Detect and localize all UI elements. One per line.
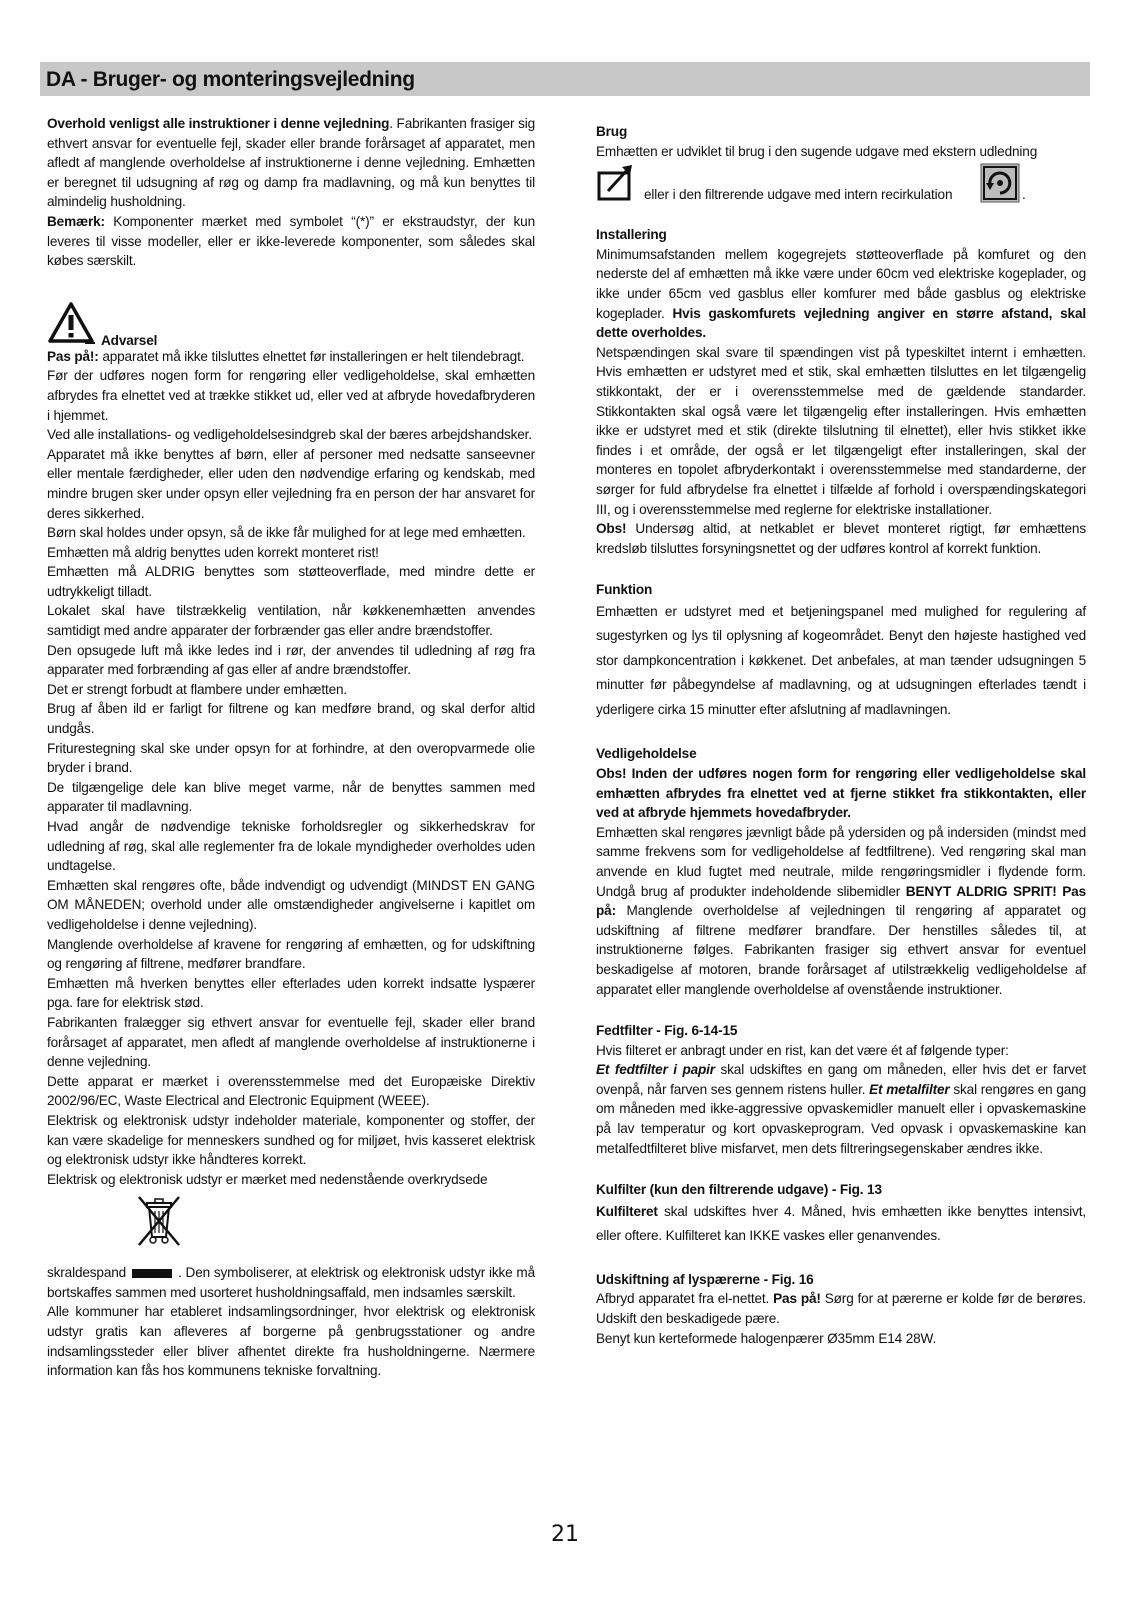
left-paragraph: Fabrikanten fralægger sig ethvert ansvar for eventuelle fejl, skader eller brand forårsaget af apparatet, men afledt af manglende overholdelse af instruktionerne i denne vejledning.	[47, 1014, 535, 1070]
left-paragraph: Den opsugede luft må ikke ledes ind i rør, der anvendes til udledning af røg fra apparater med forbrænding af gas eller af andre brændstoffer.	[47, 642, 535, 678]
page-number: 21	[551, 1522, 579, 1547]
spacer	[596, 999, 1086, 1021]
left-paragraph: Emhætten må ALDRIG benyttes som støtteoverflade, med mindre dette er udtrykkeligt tilladt.	[47, 564, 535, 599]
lys-text2: Sørg for at pærerne er kolde før de berøres. Udskift den beskadigede pære.	[596, 1291, 1086, 1327]
left-paragraph: Børn skal holdes under opsyn, så de ikke får mulighed for at lege med emhætten.	[47, 525, 526, 541]
vedligeholdelse-text	[596, 823, 1086, 999]
fedtfilter-text2	[596, 1060, 1086, 1158]
left-paragraph: Ved alle installations- og vedligeholdelsesindgreb skal der bæres arbejdshandsker.	[47, 427, 532, 443]
brug-dot: .	[1022, 187, 1026, 203]
left-paragraph: Brug af åben ild er farligt for filtrene og kan medføre brand, og skal derfor altid undgås.	[47, 701, 535, 737]
left-paragraph: Emhætten må aldrig benyttes uden korrekt monteret rist!	[47, 544, 379, 560]
note-paragraph	[47, 212, 535, 271]
left-paragraph: Lokalet skal have tilstrækkelig ventilation, når køkkenemhætten anvendes samtidigt med andre apparater der forbrænder gas eller andre brændstoffer.	[47, 603, 535, 639]
warn-bold: Pas på!:	[47, 348, 99, 364]
inst-bold: Hvis gaskomfurets vejledning angiver en større afstand, skal dette overholdes.	[596, 305, 1086, 341]
lys-bold: Pas på!	[773, 1291, 821, 1307]
warning-block	[47, 301, 535, 347]
left-paragraph: Hvad angår de nødvendige tekniske forholdsregler og sikkerhedskrav for udledning af røg, skal alle reglementer fra de lokale myndigheder overholdes uden undtagelse.	[47, 819, 535, 874]
lys-text1: Afbryd apparatet fra el-nettet.	[596, 1291, 774, 1307]
vedl-bold2: BENYT ALDRIG SPRIT! Pas på:	[596, 883, 1086, 919]
warning-label: Advarsel	[101, 332, 158, 348]
brug-heading: Brug	[596, 124, 628, 139]
fedt-bi2: Et metalfilter	[869, 1081, 950, 1097]
left-column	[47, 114, 535, 1381]
vedl-bold: Obs! Inden der udføres nogen form for rengøring eller vedligeholdelse skal emhætten afbrydes fra elnettet ved at fjerne stikket fra stikkontakten, eller ved at afbryde hjemmets hovedafbryder.	[596, 765, 1086, 821]
lyspaerer-text	[596, 1289, 1086, 1328]
left-paragraph: Manglende overholdelse af kravene for rengøring af emhætten, og for udskiftning og rengøring af filtrene, medfører brandfare.	[47, 936, 535, 972]
left-paragraph: Før der udføres nogen form for rengøring eller vedligeholdelse, skal emhætten afbrydes fra elnettet ved at trække stikket ud, eller ved at afbryde hovedafbryderen i hjemmet.	[47, 368, 535, 423]
installering-obs	[596, 519, 1086, 558]
weee-pre: skraldespand	[47, 1265, 127, 1281]
spacer	[596, 1158, 1086, 1180]
left-paragraph: Dette apparat er mærket i overensstemmelse med det Europæiske Direktiv 2002/96/EC, Waste Electrical and Electronic Equipment (WEEE).	[47, 1073, 535, 1109]
right-column	[596, 122, 1086, 1348]
left-paragraph: Det er strengt forbudt at flambere under emhætten.	[47, 681, 348, 697]
left-paragraph: Friturestegning skal ske under opsyn for at forhindre, at den overopvarmede olie bryder i brand.	[47, 740, 535, 776]
note-bold: Bemærk:	[47, 213, 105, 229]
vedl-text2: Manglende overholdelse af vejledningen til rengøring af apparatet og udskiftning af filtrene medfører brandfare. Der henstilles således til, at instruktionerne følges. Fabrikanten frasiger sig ethvert ansvar for eventuel beskadigelse af motoren, brande forårsaget af utilstrækkelig vedligeholdelse af apparatet eller manglende overholdelse af ovenstående instruktioner.	[596, 903, 1086, 997]
left-paragraph: Elektrisk og elektronisk udstyr er mærket med nedenstående overkrydsede	[47, 1171, 488, 1187]
intro-paragraph	[47, 114, 535, 212]
spacer	[596, 722, 1086, 744]
left-last-paragraph: Alle kommuner har etableret indsamlingsordninger, hvor elektrisk og elektronisk udstyr gratis kan afleveres af borgerne på genbrugsstationer og andre indsamlingssteder eller bliver afhentet direkte fra husholdningerne. Nærmere information kan fås hos kommunens tekniske forvaltning.	[47, 1304, 535, 1379]
obs-bold: Obs!	[596, 521, 627, 537]
kul-bold: Kulfilteret	[596, 1203, 658, 1219]
brug-icon-text: eller i den filtrerende udgave med intern recirkulation	[644, 187, 953, 203]
brug-text: Emhætten er udviklet til brug i den sugende udgave med ekstern udledning	[596, 143, 1038, 159]
left-paragraph: Emhætten må hverken benyttes eller efterlades uden korrekt indsatte lyspærer pga. fare for elektrisk stød.	[47, 975, 535, 1011]
intro-text: . Fabrikanten frasiger sig ethvert ansvar for eventuelle fejl, skader eller brande forårsaget af apparatet, men afledt af manglende overholdelse af instruktionerne i denne vejledning. Emhætten er beregnet til udsugning af røg og damp fra madlavning, og må kun benyttes til almindelig husholdning.	[47, 116, 535, 210]
vedligeholdelse-warning	[596, 764, 1086, 823]
kulfilter-heading: Kulfilter (kun den filtrerende udgave) - Fig. 13	[596, 1182, 882, 1198]
fedt-text2: skal udskiftes en gang om måneden, eller hvis det er farvet ovenpå, når farven ses gennem ristens huller.	[596, 1062, 1086, 1097]
warning-triangle-icon	[47, 301, 95, 345]
note-text: Komponenter mærket med symbolet “(*)” er ekstraudstyr, der kun leveres til visse modeller, eller er ikke-leverede komponenter, som således skal købes særskilt.	[47, 213, 535, 269]
kulfilter-text	[596, 1200, 1086, 1248]
obs-text: Undersøg altid, at netkablet er blevet monteret rigtigt, før emhættens kredsløb tilsluttes forsyningsnettet og der udføres kontrol af korrekt funktion.	[596, 521, 1086, 556]
fedtfilter-text1: Hvis filteret er anbragt under en rist, kan det være ét af følgende typer:	[596, 1042, 1009, 1058]
fedtfilter-heading: Fedtfilter - Fig. 6-14-15	[596, 1023, 738, 1039]
left-paragraph: Elektrisk og elektronisk udstyr indeholder materiale, komponenter og stoffer, der kan være skadelige for menneskers sundhed og for miljøet, hvis kasseret elektrisk og elektronisk udstyr ikke håndteres korrekt.	[47, 1112, 535, 1168]
left-paragraph: Apparatet må ikke benyttes af børn, eller af personer med nedsatte sanseevner eller mentale færdigheder, eller uden den nødvendige erfaring og kendskab, med mindre brugen sker under opsyn eller vejledning fra en person der har ansvaret for deres sikkerhed.	[47, 446, 535, 521]
funktion-text: Emhætten er udstyret med et betjeningspanel med mulighed for regulering af sugestyrken og lys til oplysning af kogeområdet. Benyt den højeste hastighed ved stor dampkoncentration i køkkenet. Det anbefales, at man tænder udsugningen 5 minutter før påbegyndelse af madlavning, og at udsugningen efterlades tændt i yderligere cirka 15 minutter efter afslutning af madlavningen.	[596, 603, 1086, 717]
weee-symbol-wrap	[47, 1191, 535, 1263]
kulfilter-block	[596, 1200, 1086, 1248]
installering-text2: Netspændingen skal svare til spændingen vist på typeskiltet internt i emhætten. Hvis emhætten er udstyret med et stik, skal emhætten tilsluttes en let tilgængelig stikkontakt, der er i overensstemmelse med de gældende standarder. Stikkontakten skal også være let tilgængelig efter installeringen. Hvis emhætten ikke er udstyret med et stik (direkte tilslutning til elnettet), eller hvis stikket ikke findes i et område, der også er let tilgængeligt efter installeringen, skal der monteres en topolet afbryderkontakt i overensstemmelse med standarderne, der sørger for fuld afbrydelse fra elnettet i tilfælde af forhold i overspændingskategori III, og i overensstemmelse med reglerne for elektriske installationer.	[596, 344, 1086, 517]
vedl-text1: Emhætten skal rengøres jævnligt både på ydersiden og på indersiden (mindst med samme frekvens som for vedligeholdelse af fedtfiltrene). Ved rengøring skal man anvende en klud fugtet med neutrale, milde rengøringsmidler i flydende form. Undgå brug af produkter indeholdende slibemidler	[596, 824, 1086, 899]
funktion-heading: Funktion	[596, 582, 653, 598]
spacer	[596, 1248, 1086, 1270]
weee-paragraph	[47, 1263, 535, 1302]
brug-icon-row	[596, 163, 1086, 207]
external-ducting-icon	[596, 163, 638, 203]
recirculation-icon	[980, 163, 1020, 203]
lyspaerer-text3: Benyt kun kerteformede halogenpærer Ø35mm E14 28W.	[596, 1330, 937, 1346]
intro-bold: Overhold venligst alle instruktioner i denne vejledning	[47, 116, 390, 131]
black-bar-icon	[132, 1269, 172, 1278]
left-paragraph: De tilgængelige dele kan blive meget varme, når de benyttes sammen med apparater til madlavning.	[47, 779, 535, 815]
spacer	[596, 558, 1086, 580]
kul-text: skal udskiftes hver 4. Måned, hvis emhætten ikke benyttes intensivt, eller oftere. Kulfilteret kan IKKE vaskes eller genanvendes.	[596, 1203, 1086, 1243]
inst-text: Minimumsafstanden mellem kogegrejets støtteoverflade på komfuret og den nederste del af emhætten må ikke være under 60cm ved elektriske kogeplader, og ikke under 65cm ved gasblus eller komfurer med både gasblus og elektriske kogeplader.	[596, 246, 1086, 321]
left-paragraph: Emhætten skal rengøres ofte, både indvendigt og udvendigt (MINDST EN GANG OM MÅNEDEN; overhold under alle omstændigheder angivelserne i kapitlet om vedligeholdelse i denne vejledning).	[47, 877, 535, 932]
vedligeholdelse-heading: Vedligeholdelse	[596, 746, 697, 762]
weee-post: . Den symboliserer, at elektrisk og elektronisk udstyr ikke må bortskaffes sammen med usorteret husholdningsaffald, men indsamles særskilt.	[47, 1265, 535, 1300]
installering-text	[596, 245, 1086, 343]
lyspaerer-heading: Udskiftning af lyspærerne - Fig. 16	[596, 1271, 814, 1287]
title-bar	[40, 62, 1090, 96]
fedt-bi1: Et fedtfilter i papir	[596, 1062, 715, 1078]
funktion-block	[596, 600, 1086, 723]
spacer	[596, 207, 1086, 225]
warn-text: apparatet må ikke tilsluttes elnettet før installeringen er helt tilendebragt.	[98, 348, 525, 364]
page-title: DA - Bruger- og monteringsvejledning	[46, 68, 415, 91]
fedt-text3: skal rengøres en gang om måneden med ikke-aggressive opvaskemidler manuelt eller i opvaskemaskine på lav temperatur og kort opvaskeprogram. Ved opvask i opvaskemaskine kan metalfedtfilteret blive misfarvet, men dets filtreringsegenskaber ændres ikke.	[596, 1081, 1086, 1156]
crossed-bin-icon	[135, 1193, 183, 1247]
installering-heading: Installering	[596, 227, 667, 243]
